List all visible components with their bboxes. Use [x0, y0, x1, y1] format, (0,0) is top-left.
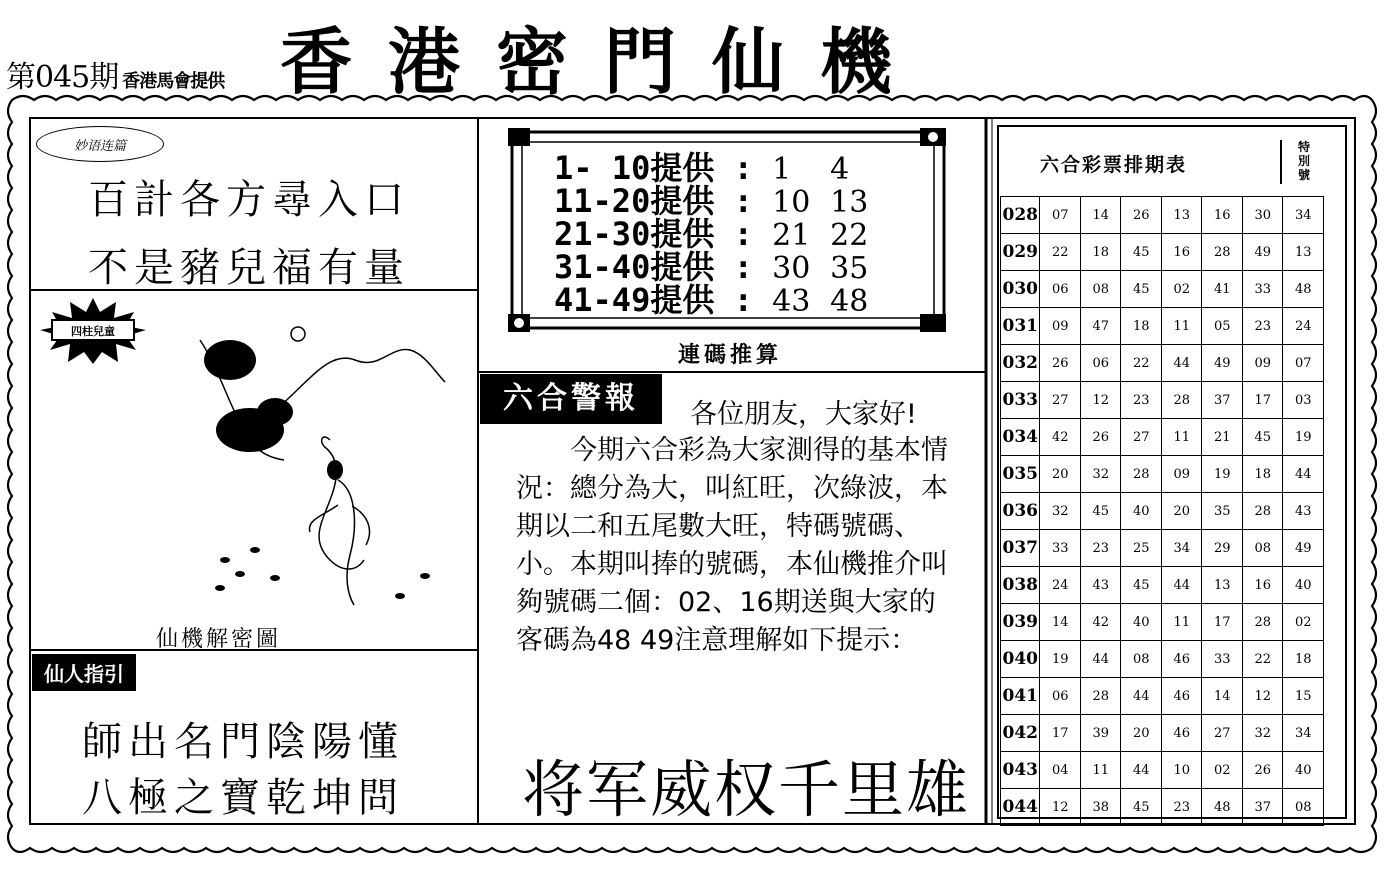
number-cell: 23	[1080, 530, 1121, 567]
consecutive-box	[554, 149, 869, 319]
period-cell: 028	[1001, 197, 1040, 234]
table-row	[1001, 493, 1324, 530]
range-num-b: 4	[830, 152, 850, 187]
number-cell: 45	[1121, 789, 1162, 826]
number-cell: 27	[1040, 382, 1081, 419]
page-title: 香港密門仙機	[280, 20, 929, 104]
number-cell: 08	[1121, 641, 1162, 678]
period-cell: 041	[1001, 678, 1040, 715]
number-cell: 40	[1121, 493, 1162, 530]
schedule-title: 六合彩票排期表	[1040, 154, 1188, 176]
table-row	[1001, 308, 1324, 345]
number-cell: 19	[1202, 456, 1243, 493]
number-cell: 29	[1202, 530, 1243, 567]
number-cell: 41	[1202, 271, 1243, 308]
number-cell: 28	[1242, 493, 1283, 530]
period-cell: 040	[1001, 641, 1040, 678]
number-cell: 12	[1242, 678, 1283, 715]
number-cell: 16	[1161, 234, 1202, 271]
number-cell: 11	[1161, 308, 1202, 345]
range-num-b: 13	[830, 185, 869, 220]
number-cell: 21	[1202, 419, 1243, 456]
number-cell: 28	[1080, 678, 1121, 715]
number-cell: 24	[1040, 567, 1081, 604]
number-cell: 19	[1040, 641, 1081, 678]
period-cell: 042	[1001, 715, 1040, 752]
highlight-phrase: 将军威权千里雄	[522, 753, 971, 826]
number-cell: 13	[1202, 567, 1243, 604]
number-cell: 09	[1161, 456, 1202, 493]
range-num-b: 48	[830, 284, 869, 319]
number-cell: 44	[1161, 567, 1202, 604]
special-number-cell: 40	[1283, 752, 1324, 789]
range-num-a: 10	[772, 185, 811, 220]
period-cell: 037	[1001, 530, 1040, 567]
number-cell: 06	[1040, 271, 1081, 308]
special-number-label: 特別號	[1297, 140, 1310, 182]
range-label: 11-20提供	[554, 182, 715, 220]
number-cell: 32	[1242, 715, 1283, 752]
table-row	[1001, 641, 1324, 678]
range-num-a: 30	[772, 251, 811, 286]
range-num-a: 1	[772, 152, 792, 187]
number-cell: 12	[1080, 382, 1121, 419]
issue-number	[6, 52, 224, 96]
period-cell: 038	[1001, 567, 1040, 604]
period-cell: 033	[1001, 382, 1040, 419]
number-cell: 45	[1121, 234, 1162, 271]
number-cell: 46	[1161, 715, 1202, 752]
number-cell: 13	[1161, 197, 1202, 234]
number-cell: 14	[1080, 197, 1121, 234]
special-divider	[1280, 140, 1282, 184]
number-cell: 26	[1121, 197, 1162, 234]
table-row	[1001, 382, 1324, 419]
special-number-cell: 08	[1283, 789, 1324, 826]
number-cell: 23	[1242, 308, 1283, 345]
number-cell: 17	[1202, 604, 1243, 641]
number-cell: 17	[1040, 715, 1081, 752]
special-number-cell: 34	[1283, 197, 1324, 234]
number-cell: 45	[1121, 567, 1162, 604]
table-row	[1001, 789, 1324, 826]
number-cell: 16	[1242, 567, 1283, 604]
number-cell: 33	[1242, 271, 1283, 308]
number-cell: 28	[1121, 456, 1162, 493]
number-cell: 49	[1202, 345, 1243, 382]
table-row	[1001, 715, 1324, 752]
number-cell: 45	[1121, 271, 1162, 308]
number-cell: 43	[1080, 567, 1121, 604]
number-cell: 30	[1242, 197, 1283, 234]
consecutive-row: 11-20提供 : 10 13	[554, 182, 869, 220]
table-row	[1001, 234, 1324, 271]
number-cell: 22	[1040, 234, 1081, 271]
number-cell: 14	[1202, 678, 1243, 715]
number-cell: 10	[1161, 752, 1202, 789]
number-cell: 16	[1202, 197, 1243, 234]
number-cell: 38	[1080, 789, 1121, 826]
consecutive-row: 31-40提供 : 30 35	[554, 248, 869, 286]
schedule-table	[1000, 196, 1324, 826]
number-cell: 20	[1040, 456, 1081, 493]
number-cell: 17	[1242, 382, 1283, 419]
image-caption: 仙機解密圖	[156, 627, 282, 652]
range-num-a: 21	[772, 218, 811, 253]
period-cell: 043	[1001, 752, 1040, 789]
table-row	[1001, 752, 1324, 789]
alert-body: 今期六合彩為大家測得的基本情況：總分為大，叫紅旺，次綠波，本期以二和五尾數大旺，特碼號碼、小。本期叫捧的號碼，本仙機推介叫夠號碼二個：02、16期送與大家的客碼為48 49注意理解如下提示：	[516, 435, 948, 656]
number-cell: 32	[1040, 493, 1081, 530]
number-cell: 45	[1242, 419, 1283, 456]
period-cell: 032	[1001, 345, 1040, 382]
consecutive-row: 1- 10提供 : 1 4	[554, 149, 850, 187]
range-label: 31-40提供	[554, 248, 715, 286]
number-cell: 28	[1202, 234, 1243, 271]
special-number-cell: 34	[1283, 715, 1324, 752]
period-cell: 035	[1001, 456, 1040, 493]
poem-top-line-2: 不是豬兒福有量	[88, 245, 410, 291]
range-num-a: 43	[772, 284, 811, 319]
table-row	[1001, 271, 1324, 308]
table-row	[1001, 678, 1324, 715]
number-cell: 46	[1161, 678, 1202, 715]
number-cell: 42	[1080, 604, 1121, 641]
period-cell: 030	[1001, 271, 1040, 308]
period-cell: 031	[1001, 308, 1040, 345]
consecutive-row: 41-49提供 : 43 48	[554, 281, 869, 319]
number-cell: 22	[1242, 641, 1283, 678]
table-row	[1001, 419, 1324, 456]
number-cell: 06	[1080, 345, 1121, 382]
number-cell: 44	[1121, 678, 1162, 715]
number-cell: 23	[1121, 382, 1162, 419]
alert-greeting: 各位朋友，大家好!	[690, 399, 917, 430]
consecutive-title: 連碼推算	[678, 343, 783, 368]
section-badge: 妙语连篇	[36, 126, 164, 162]
number-cell: 33	[1202, 641, 1243, 678]
number-cell: 05	[1202, 308, 1243, 345]
special-number-cell: 07	[1283, 345, 1324, 382]
special-number-cell: 44	[1283, 456, 1324, 493]
number-cell: 14	[1040, 604, 1081, 641]
number-cell: 25	[1121, 530, 1162, 567]
special-number-cell: 15	[1283, 678, 1324, 715]
number-cell: 33	[1040, 530, 1081, 567]
number-cell: 37	[1202, 382, 1243, 419]
number-cell: 34	[1161, 530, 1202, 567]
special-number-cell: 43	[1283, 493, 1324, 530]
poem-bottom-line-2: 八極之寶乾坤問	[82, 775, 404, 821]
special-number-cell: 24	[1283, 308, 1324, 345]
special-number-cell: 19	[1283, 419, 1324, 456]
range-num-b: 22	[830, 218, 869, 253]
special-number-cell: 02	[1283, 604, 1324, 641]
number-cell: 47	[1080, 308, 1121, 345]
poem-bottom-line-1: 師出名門陰陽懂	[82, 719, 404, 765]
number-cell: 08	[1242, 530, 1283, 567]
special-number-cell: 18	[1283, 641, 1324, 678]
number-cell: 26	[1080, 419, 1121, 456]
number-cell: 48	[1202, 789, 1243, 826]
number-cell: 26	[1040, 345, 1081, 382]
number-cell: 12	[1040, 789, 1081, 826]
special-number-cell: 49	[1283, 530, 1324, 567]
number-cell: 02	[1202, 752, 1243, 789]
number-cell: 28	[1242, 604, 1283, 641]
number-cell: 45	[1080, 493, 1121, 530]
number-cell: 06	[1040, 678, 1081, 715]
number-cell: 46	[1161, 641, 1202, 678]
table-row	[1001, 567, 1324, 604]
alert-label: 六合警報	[480, 374, 662, 424]
number-cell: 07	[1040, 197, 1081, 234]
number-cell: 20	[1121, 715, 1162, 752]
number-cell: 28	[1161, 382, 1202, 419]
table-row	[1001, 345, 1324, 382]
number-cell: 44	[1080, 641, 1121, 678]
number-cell: 44	[1161, 345, 1202, 382]
special-number-cell: 03	[1283, 382, 1324, 419]
number-cell: 32	[1080, 456, 1121, 493]
number-cell: 35	[1202, 493, 1243, 530]
number-cell: 27	[1202, 715, 1243, 752]
number-cell: 22	[1121, 345, 1162, 382]
table-row	[1001, 604, 1324, 641]
fairy-illustration	[180, 310, 460, 620]
number-cell: 39	[1080, 715, 1121, 752]
provider-label: 香港馬會提供	[122, 71, 225, 92]
period-cell: 039	[1001, 604, 1040, 641]
range-num-b: 35	[830, 251, 869, 286]
number-cell: 42	[1040, 419, 1081, 456]
number-cell: 37	[1242, 789, 1283, 826]
number-cell: 44	[1121, 752, 1162, 789]
number-cell: 11	[1080, 752, 1121, 789]
special-number-cell: 40	[1283, 567, 1324, 604]
number-cell: 04	[1040, 752, 1081, 789]
range-label: 41-49提供	[554, 281, 715, 319]
number-cell: 18	[1080, 234, 1121, 271]
starburst-label: 四柱兒童	[71, 325, 115, 338]
number-cell: 18	[1121, 308, 1162, 345]
number-cell: 23	[1161, 789, 1202, 826]
poem-top-line-1: 百計各方尋入口	[88, 177, 410, 223]
period-cell: 044	[1001, 789, 1040, 826]
issue-label: 第045期	[6, 60, 119, 95]
number-cell: 09	[1242, 345, 1283, 382]
special-number-cell: 48	[1283, 271, 1324, 308]
number-cell: 11	[1161, 419, 1202, 456]
number-cell: 02	[1161, 271, 1202, 308]
number-cell: 08	[1080, 271, 1121, 308]
table-row	[1001, 197, 1324, 234]
table-row	[1001, 456, 1324, 493]
period-cell: 036	[1001, 493, 1040, 530]
table-row	[1001, 530, 1324, 567]
period-cell: 029	[1001, 234, 1040, 271]
number-cell: 20	[1161, 493, 1202, 530]
number-cell: 49	[1242, 234, 1283, 271]
range-label: 21-30提供	[554, 215, 715, 253]
number-cell: 27	[1121, 419, 1162, 456]
number-cell: 18	[1242, 456, 1283, 493]
number-cell: 09	[1040, 308, 1081, 345]
range-label: 1- 10提供	[554, 149, 715, 187]
period-cell: 034	[1001, 419, 1040, 456]
number-cell: 26	[1242, 752, 1283, 789]
consecutive-row: 21-30提供 : 21 22	[554, 215, 869, 253]
special-number-cell: 13	[1283, 234, 1324, 271]
number-cell: 40	[1121, 604, 1162, 641]
guide-label: 仙人指引	[32, 654, 136, 691]
number-cell: 11	[1161, 604, 1202, 641]
